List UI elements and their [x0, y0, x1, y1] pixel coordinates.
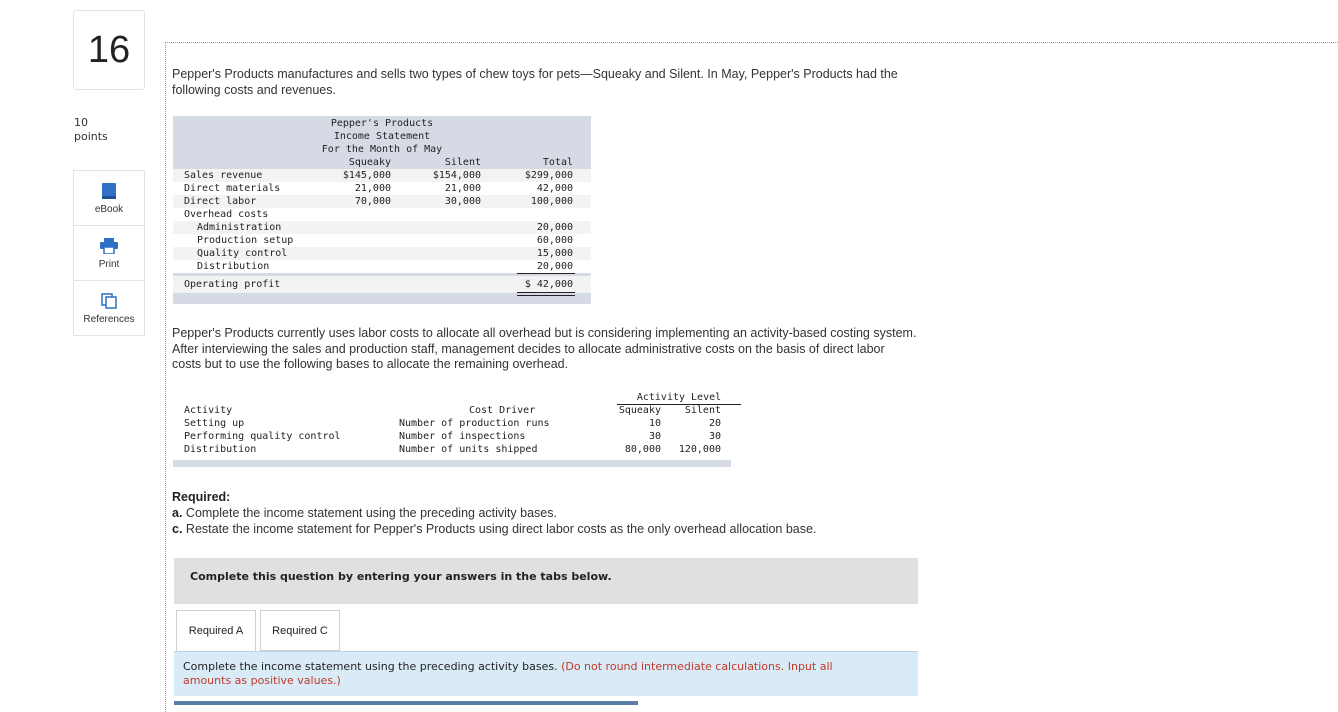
- table-row: [173, 247, 591, 260]
- tab-instruction: [174, 651, 918, 696]
- activity-name: Setting up: [184, 418, 245, 429]
- middle-text: [172, 326, 916, 373]
- row-label: Direct materials: [184, 183, 281, 194]
- required-a-prefix: a.: [172, 506, 183, 520]
- statement-title: Pepper's Products: [330, 118, 434, 129]
- col-header-squeaky: Squeaky: [348, 157, 391, 168]
- row-label: Overhead costs: [184, 209, 269, 220]
- ebook-button[interactable]: [74, 171, 144, 226]
- instruction-note: (Do not round intermediate calculations. Input all amounts as positive values.): [183, 660, 833, 687]
- subtotal-rule: [517, 273, 575, 274]
- points-label: points: [74, 130, 108, 143]
- table-row: [173, 260, 591, 273]
- table-row: [173, 182, 591, 195]
- row-silent: $154,000: [432, 170, 481, 181]
- row-label: Production setup: [197, 235, 294, 246]
- activity-driver: Number of inspections: [399, 431, 526, 442]
- activity-squeaky: 80,000: [624, 444, 661, 455]
- activity-name: Performing quality control: [184, 431, 341, 442]
- row-total: $299,000: [524, 170, 573, 181]
- row-silent: 30,000: [444, 196, 481, 207]
- table-row: [173, 195, 591, 208]
- row-squeaky: 70,000: [354, 196, 391, 207]
- instruction-main: Complete the income statement using the preceding activity bases.: [183, 660, 558, 673]
- operating-profit-total: $ 42,000: [524, 279, 573, 290]
- print-button[interactable]: [74, 226, 144, 281]
- activity-level-header: Activity Level: [636, 392, 722, 403]
- required-c: [172, 522, 816, 536]
- row-label: Operating profit: [184, 279, 281, 290]
- instructions-banner: [174, 558, 918, 604]
- row-total: 42,000: [536, 183, 573, 194]
- intro-line-2: following costs and revenues.: [172, 82, 336, 97]
- required-title: Required:: [172, 490, 231, 504]
- question-content: [165, 42, 1338, 712]
- tab-required-a[interactable]: Required A: [176, 610, 256, 651]
- middle-line-1: Pepper's Products currently uses labor costs to allocate all overhead but is considering implementing an activity-based costing system.: [172, 326, 917, 340]
- table-row: [173, 276, 591, 293]
- row-total: 15,000: [536, 248, 573, 259]
- required-c-text: Restate the income statement for Pepper's Products using direct labor costs as the only overhead allocation base.: [182, 522, 817, 536]
- row-total: 20,000: [536, 261, 573, 272]
- banner-text: Complete this question by entering your answers in the tabs below.: [190, 570, 612, 583]
- ebook-label: eBook: [94, 204, 124, 215]
- tool-panel: [73, 170, 145, 336]
- activity-squeaky: 30: [648, 431, 661, 442]
- row-label: Distribution: [197, 261, 270, 272]
- middle-line-3: costs but to use the following bases to allocate the remaining overhead.: [172, 357, 569, 371]
- row-label: Quality control: [197, 248, 288, 259]
- required-a: [172, 506, 557, 520]
- references-icon: [101, 291, 117, 311]
- total-double-rule: [517, 292, 575, 296]
- row-silent: 21,000: [444, 183, 481, 194]
- activity-driver: Number of units shipped: [399, 444, 538, 455]
- printer-icon: [100, 236, 118, 256]
- table-row: [173, 169, 591, 182]
- references-label: References: [83, 314, 135, 325]
- required-a-text: Complete the income statement using the preceding activity bases.: [182, 506, 557, 520]
- row-total: 100,000: [530, 196, 573, 207]
- statement-period: For the Month of May: [321, 144, 443, 155]
- activity-table-footer: [173, 460, 731, 467]
- activity-silent: 20: [708, 418, 721, 429]
- activity-driver: Number of production runs: [399, 418, 550, 429]
- row-label: Administration: [197, 222, 282, 233]
- answer-table-header: [174, 701, 638, 705]
- row-label: Direct labor: [184, 196, 257, 207]
- activity-squeaky: 10: [648, 418, 661, 429]
- tab-required-c[interactable]: Required C: [260, 610, 340, 651]
- intro-text: [172, 67, 898, 98]
- required-c-prefix: c.: [172, 522, 183, 536]
- col-header-activity: Activity: [184, 405, 233, 416]
- row-label: Sales revenue: [184, 170, 263, 181]
- row-squeaky: $145,000: [342, 170, 391, 181]
- activity-table: [173, 391, 731, 469]
- col-header-total: Total: [542, 157, 573, 168]
- table-row: [173, 234, 591, 247]
- row-squeaky: 21,000: [354, 183, 391, 194]
- print-label: Print: [98, 259, 120, 270]
- col-header-driver: Cost Driver: [469, 405, 536, 416]
- table-row: [173, 221, 591, 234]
- references-button[interactable]: [74, 281, 144, 335]
- row-total: 20,000: [536, 222, 573, 233]
- statement-subtitle: Income Statement: [333, 131, 431, 142]
- activity-silent: 30: [708, 431, 721, 442]
- middle-line-2: After interviewing the sales and production staff, management decides to allocate administrative costs on the basis of direct labor: [172, 341, 885, 356]
- table-row: [173, 208, 591, 221]
- instruction-text: [183, 660, 883, 688]
- income-statement-table: [173, 116, 591, 304]
- activity-name: Distribution: [184, 444, 257, 455]
- row-total: 60,000: [536, 235, 573, 246]
- col-header-silent: Silent: [444, 157, 481, 168]
- tab-bar: [176, 610, 344, 651]
- points-value: 10: [74, 116, 88, 129]
- col-header-squeaky: Squeaky: [618, 405, 661, 416]
- points-info: [74, 116, 108, 144]
- activity-silent: 120,000: [678, 444, 721, 455]
- intro-line-1: Pepper's Products manufactures and sells two types of chew toys for pets—Squeaky and Silent. In May, Pepper's Products had the: [172, 67, 898, 81]
- question-number: 16: [73, 10, 145, 90]
- col-header-silent: Silent: [684, 405, 721, 416]
- book-icon: [101, 181, 117, 201]
